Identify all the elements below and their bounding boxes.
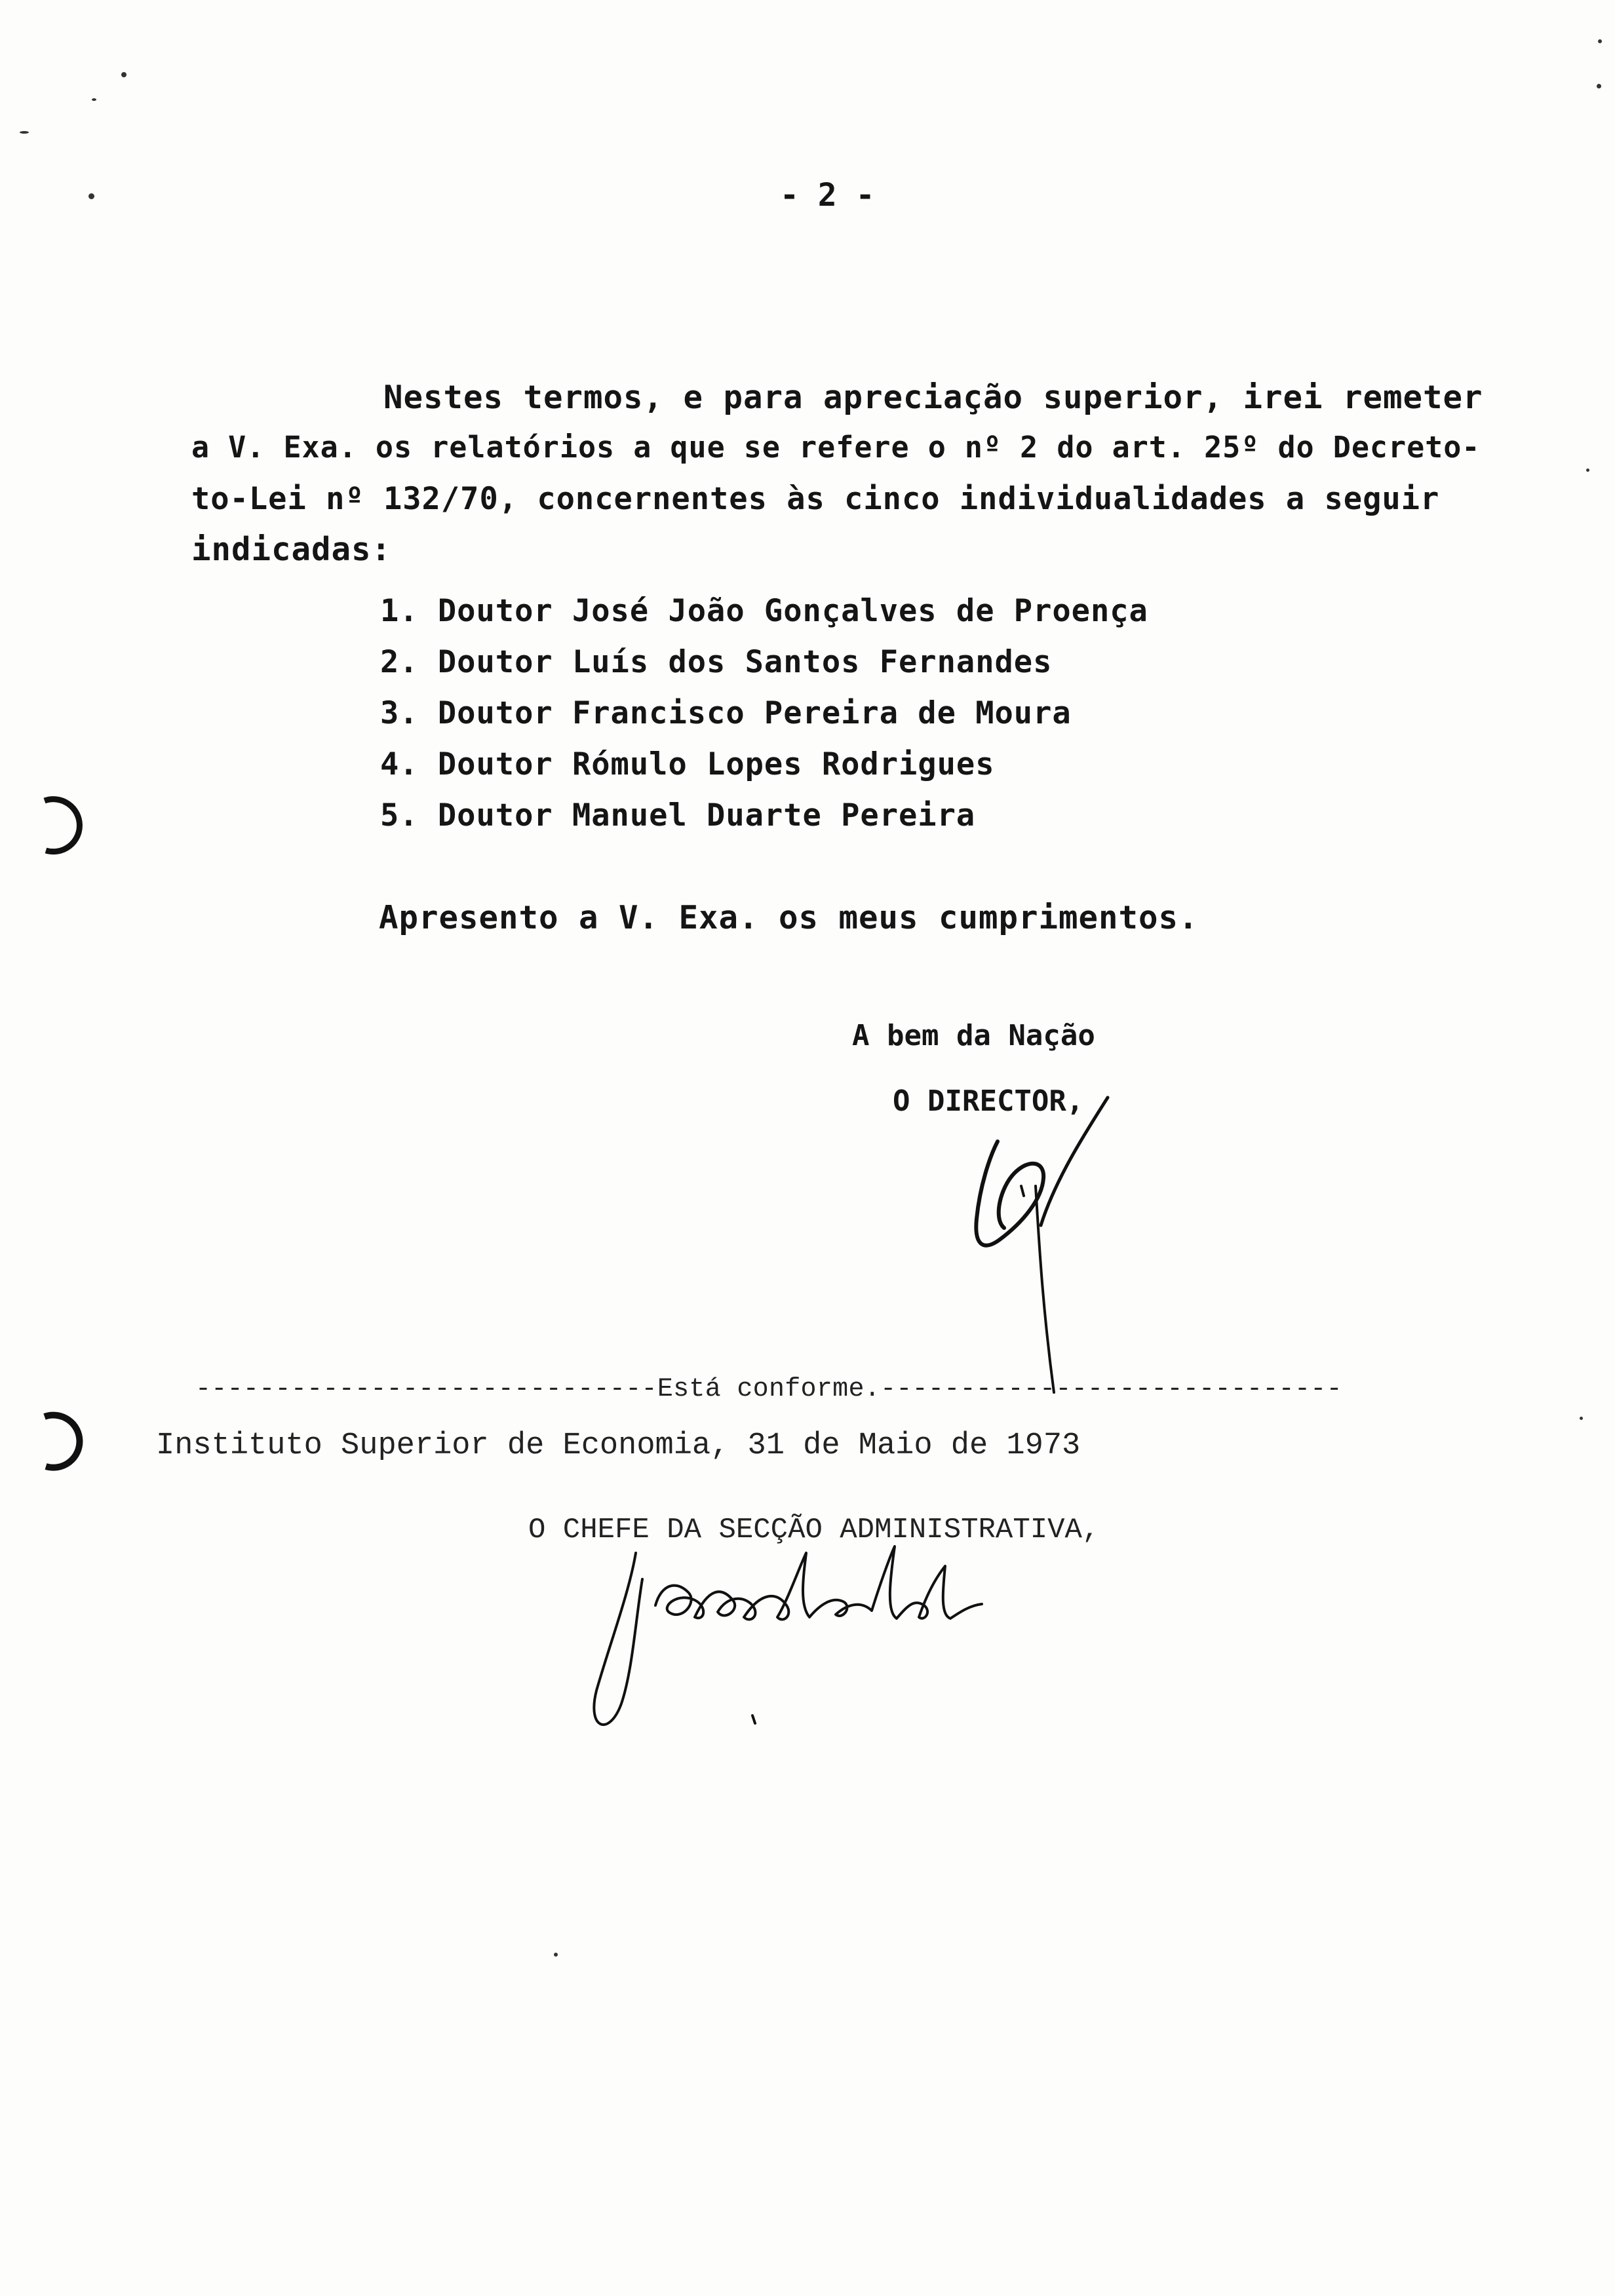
paragraph-line-3: to-Lei nº 132/70, concernentes às cinco individualidades a seguir: [191, 481, 1440, 517]
list-item-2: 2. Doutor Luís dos Santos Fernandes: [380, 644, 1053, 680]
punch-hole-top: [26, 793, 92, 858]
speck: [20, 131, 29, 134]
speck: [1586, 469, 1589, 472]
speck: [88, 193, 94, 199]
director-title: O DIRECTOR,: [893, 1084, 1084, 1118]
list-item-4: 4. Doutor Rómulo Lopes Rodrigues: [380, 746, 995, 782]
director-signature: [944, 1088, 1114, 1402]
speck: [1580, 1417, 1583, 1420]
institution-date-line: Instituto Superior de Economia, 31 de Maio de 1973: [156, 1428, 1081, 1463]
speck: [1597, 84, 1601, 88]
paragraph-line-1: Nestes termos, e para apreciação superior, irei remeter: [383, 379, 1483, 416]
list-item-1: 1. Doutor José João Gonçalves de Proença: [380, 593, 1148, 629]
chief-signature: [583, 1540, 1147, 1750]
speck: [1598, 39, 1602, 43]
list-item-5: 5. Doutor Manuel Duarte Pereira: [380, 797, 976, 833]
list-item-3: 3. Doutor Francisco Pereira de Moura: [380, 695, 1072, 731]
page-number: - 2 -: [780, 177, 875, 214]
speck: [92, 98, 96, 101]
speck: [121, 72, 126, 77]
closing-line: A bem da Nação: [852, 1019, 1095, 1052]
chief-title: O CHEFE DA SECÇÃO ADMINISTRATIVA,: [528, 1514, 1100, 1546]
conformity-line: -----------------------------Está conforme.-----------------------------: [195, 1375, 1342, 1404]
speck: [554, 1953, 558, 1957]
paragraph-line-2: a V. Exa. os relatórios a que se refere o nº 2 do art. 25º do Decreto-: [191, 430, 1481, 465]
punch-hole-bottom: [26, 1409, 92, 1474]
greeting-line: Apresento a V. Exa. os meus cumprimentos.: [379, 899, 1199, 936]
paragraph-line-4: indicadas:: [191, 531, 392, 568]
